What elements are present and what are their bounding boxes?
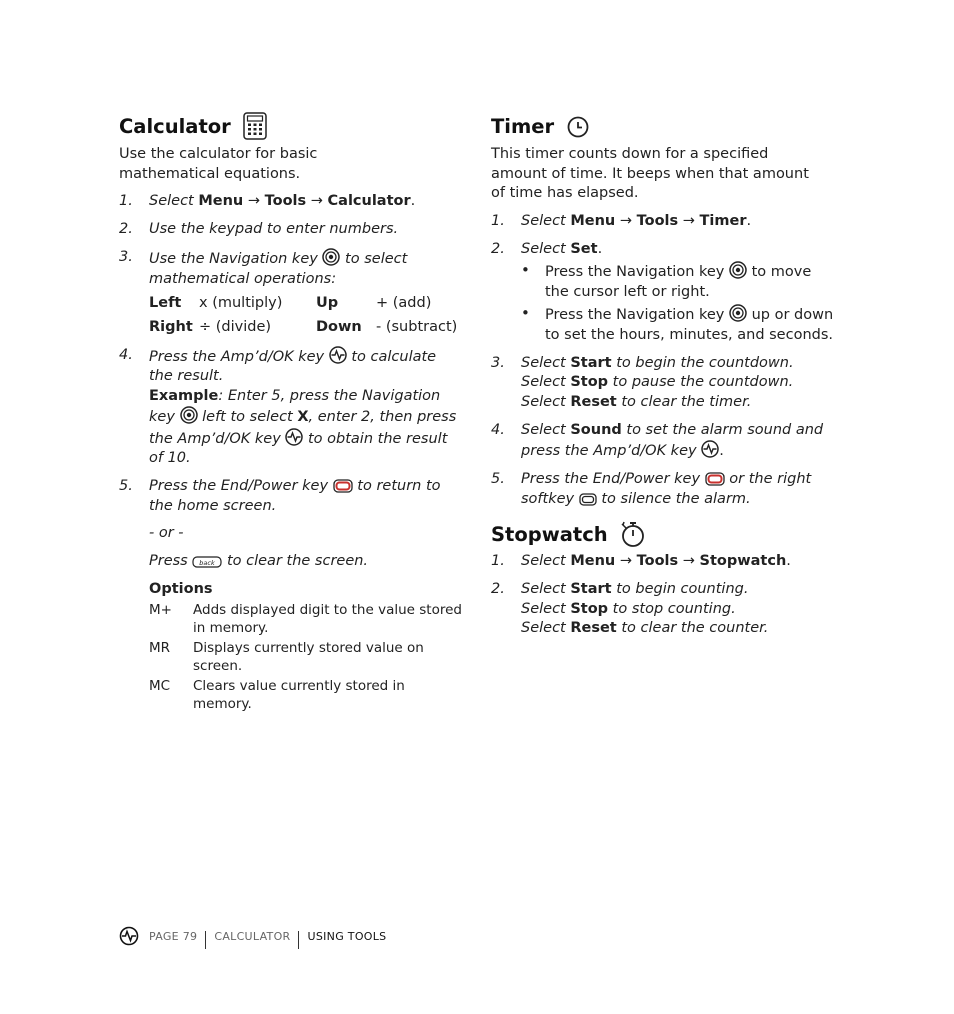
select-text: Select — [521, 421, 571, 438]
step-text: to pause the countdown. — [608, 374, 794, 390]
step-number: 1. — [119, 193, 133, 209]
step-text: or the right softkey — [521, 471, 812, 507]
timer-step-2 — [491, 240, 836, 346]
navigation-key-icon — [180, 406, 198, 424]
step-text: Press the End/Power key — [149, 478, 333, 494]
timer-label: Timer — [699, 212, 747, 229]
select-text: Select — [521, 354, 571, 371]
select-text: Select — [521, 600, 571, 617]
back-key-text: back — [199, 558, 216, 567]
calculator-steps — [119, 192, 464, 571]
option-code: MC — [149, 677, 171, 694]
step-number: 3. — [491, 354, 505, 371]
bullet-item — [521, 261, 836, 302]
example-x: X — [297, 409, 309, 425]
option-row — [149, 677, 464, 714]
period: . — [597, 240, 603, 257]
op-key-down: Down — [316, 318, 362, 335]
option-code: M+ — [149, 601, 172, 618]
stopwatch-title: Stopwatch — [491, 522, 608, 546]
stopwatch-label: Stopwatch — [699, 553, 787, 569]
timer-heading — [491, 113, 836, 139]
op-key-up: Up — [316, 295, 339, 311]
step-number: 4. — [119, 346, 133, 363]
calculator-step-5 — [119, 477, 464, 571]
option-desc: Displays currently stored value on screen. — [193, 639, 424, 674]
stopwatch-icon — [620, 519, 646, 549]
step-text: Select — [521, 553, 571, 569]
set-label: Set — [570, 240, 598, 257]
step-text: Select — [521, 212, 571, 229]
ok-key-icon — [329, 346, 347, 364]
step-number: 3. — [119, 249, 133, 265]
or-separator: - or - — [149, 525, 184, 541]
bullet-text: Press the Navigation key — [545, 307, 729, 323]
timer-step-1 — [491, 212, 836, 232]
step-number: 4. — [491, 421, 505, 438]
example-text: , enter 2, then press the Amp’d/OK key — [149, 409, 457, 447]
op-key-right: Right — [149, 318, 193, 335]
ok-key-icon — [285, 428, 303, 446]
step-text: to clear the counter. — [616, 620, 769, 636]
example-text: : Enter 5, press the Navigation key — [149, 387, 441, 425]
op-add: + (add) — [376, 295, 432, 311]
option-code: MR — [149, 639, 171, 656]
period: . — [786, 553, 791, 569]
chapter-name: USING TOOLS — [307, 929, 387, 943]
step-text: Press the Amp’d/OK key — [149, 348, 329, 365]
footer-divider — [205, 931, 206, 949]
options-title: Options — [149, 580, 213, 597]
select-text: Select — [521, 393, 571, 410]
op-divide: ÷ (divide) — [199, 318, 272, 335]
step-number: 2. — [491, 581, 505, 597]
timer-title: Timer — [491, 114, 555, 138]
navigation-key-icon — [729, 304, 747, 322]
op-multiply: x (multiply) — [199, 295, 283, 311]
calculator-label: Calculator — [327, 193, 411, 209]
select-text: Select — [521, 374, 571, 390]
step-text: to return to the home screen. — [149, 478, 441, 514]
step-text: to begin counting. — [611, 581, 749, 597]
step-text: Press the End/Power key — [521, 471, 705, 487]
period: . — [719, 443, 724, 459]
press-text: to clear the screen. — [222, 552, 369, 569]
tools-label: Tools — [264, 193, 307, 209]
calculator-step-2 — [119, 220, 464, 240]
stopwatch-steps — [491, 552, 836, 639]
tools-label: Tools — [636, 212, 679, 229]
back-key-icon — [192, 556, 222, 568]
reset-label: Reset — [570, 620, 617, 636]
press-text: Press — [149, 552, 193, 569]
reset-label: Reset — [570, 393, 617, 410]
step-text: to select mathematical operations: — [149, 251, 408, 287]
step-text: to set the alarm sound and press the Amp’d/OK key — [521, 421, 824, 459]
step-text: to stop counting. — [608, 600, 736, 617]
start-label: Start — [570, 581, 612, 597]
example-text: left to select — [197, 409, 298, 425]
timer-step-4 — [491, 421, 836, 462]
op-subtract: - (subtract) — [376, 318, 458, 335]
period: . — [746, 212, 752, 229]
stopwatch-step-2 — [491, 580, 836, 639]
calculator-title: Calculator — [119, 114, 231, 138]
step-text: Use the Navigation key — [149, 251, 323, 267]
step-text: to calculate the result. — [149, 348, 437, 384]
calculator-step-1 — [119, 192, 464, 212]
bullet-text: up or down to set the hours, minutes, and seconds. — [545, 307, 834, 343]
stop-label: Stop — [570, 600, 609, 617]
step-text: to begin the countdown. — [611, 354, 794, 371]
option-row — [149, 601, 464, 638]
step-number: 1. — [491, 212, 505, 229]
bullet-item — [521, 304, 836, 345]
step-number: 2. — [119, 221, 133, 237]
arrow: → — [306, 193, 328, 209]
select-text: Select — [521, 620, 571, 636]
timer-intro: This timer counts down for a specified amount of time. It beeps when that amount of time has elapsed. — [491, 146, 809, 201]
options-block — [119, 580, 464, 714]
step-text: to clear the timer. — [616, 393, 752, 410]
page-number: PAGE 79 — [149, 929, 198, 943]
footer-divider — [298, 931, 299, 949]
section-name: CALCULATOR — [214, 929, 291, 943]
calculator-heading — [119, 113, 464, 139]
stop-label: Stop — [570, 374, 609, 390]
arrow: → — [678, 553, 700, 569]
menu-label: Menu — [198, 193, 244, 209]
step-number: 2. — [491, 240, 505, 257]
navigation-key-icon — [322, 248, 340, 266]
calculator-intro: Use the calculator for basic mathematical equations. — [119, 146, 318, 182]
softkey-icon — [579, 493, 597, 506]
step-text: to silence the alarm. — [596, 490, 751, 507]
arrow: → — [615, 553, 637, 569]
period: . — [410, 193, 416, 209]
arrow: → — [243, 193, 265, 209]
bullet-text: Press the Navigation key — [545, 264, 729, 280]
stopwatch-heading — [491, 521, 836, 547]
stopwatch-step-1 — [491, 552, 836, 572]
menu-label: Menu — [570, 553, 616, 569]
calculator-section — [119, 113, 464, 715]
option-desc: Adds displayed digit to the value stored in memory. — [193, 601, 462, 636]
op-key-left: Left — [149, 295, 182, 311]
select-text: Select — [521, 581, 571, 597]
press-back-line — [149, 552, 464, 572]
step-text: Use the keypad to enter numbers. — [149, 221, 399, 237]
sound-label: Sound — [570, 421, 622, 438]
step-text: Select — [521, 240, 571, 257]
timer-section — [491, 113, 836, 647]
step-number: 5. — [119, 478, 133, 494]
amped-logo-icon — [119, 926, 139, 946]
operations-table — [149, 294, 464, 337]
option-desc: Clears value currently stored in memory. — [193, 677, 405, 712]
navigation-key-icon — [729, 261, 747, 279]
calculator-step-4 — [119, 346, 464, 469]
bullet-text: to move the cursor left or right. — [545, 264, 812, 300]
start-label: Start — [570, 354, 612, 371]
end-power-key-icon — [705, 472, 725, 486]
timer-step-3 — [491, 354, 836, 413]
stopwatch-section — [491, 521, 836, 639]
menu-label: Menu — [570, 212, 616, 229]
end-power-key-icon — [333, 479, 353, 493]
calculator-step-3 — [119, 248, 464, 337]
timer-step-5 — [491, 470, 836, 509]
ok-key-icon — [701, 440, 719, 458]
page-footer — [119, 926, 386, 946]
example-label: Example — [149, 387, 219, 404]
example-text: to obtain the result of 10. — [149, 430, 448, 466]
step-number: 1. — [491, 553, 505, 569]
timer-steps — [491, 212, 836, 510]
timer-clock-icon — [566, 114, 590, 138]
option-row — [149, 639, 464, 676]
calculator-icon — [243, 112, 267, 140]
timer-set-bullets — [521, 261, 836, 345]
arrow: → — [678, 212, 700, 229]
tools-label: Tools — [636, 553, 679, 569]
step-number: 5. — [491, 471, 505, 487]
step-text: Select — [149, 193, 199, 209]
arrow: → — [615, 212, 637, 229]
